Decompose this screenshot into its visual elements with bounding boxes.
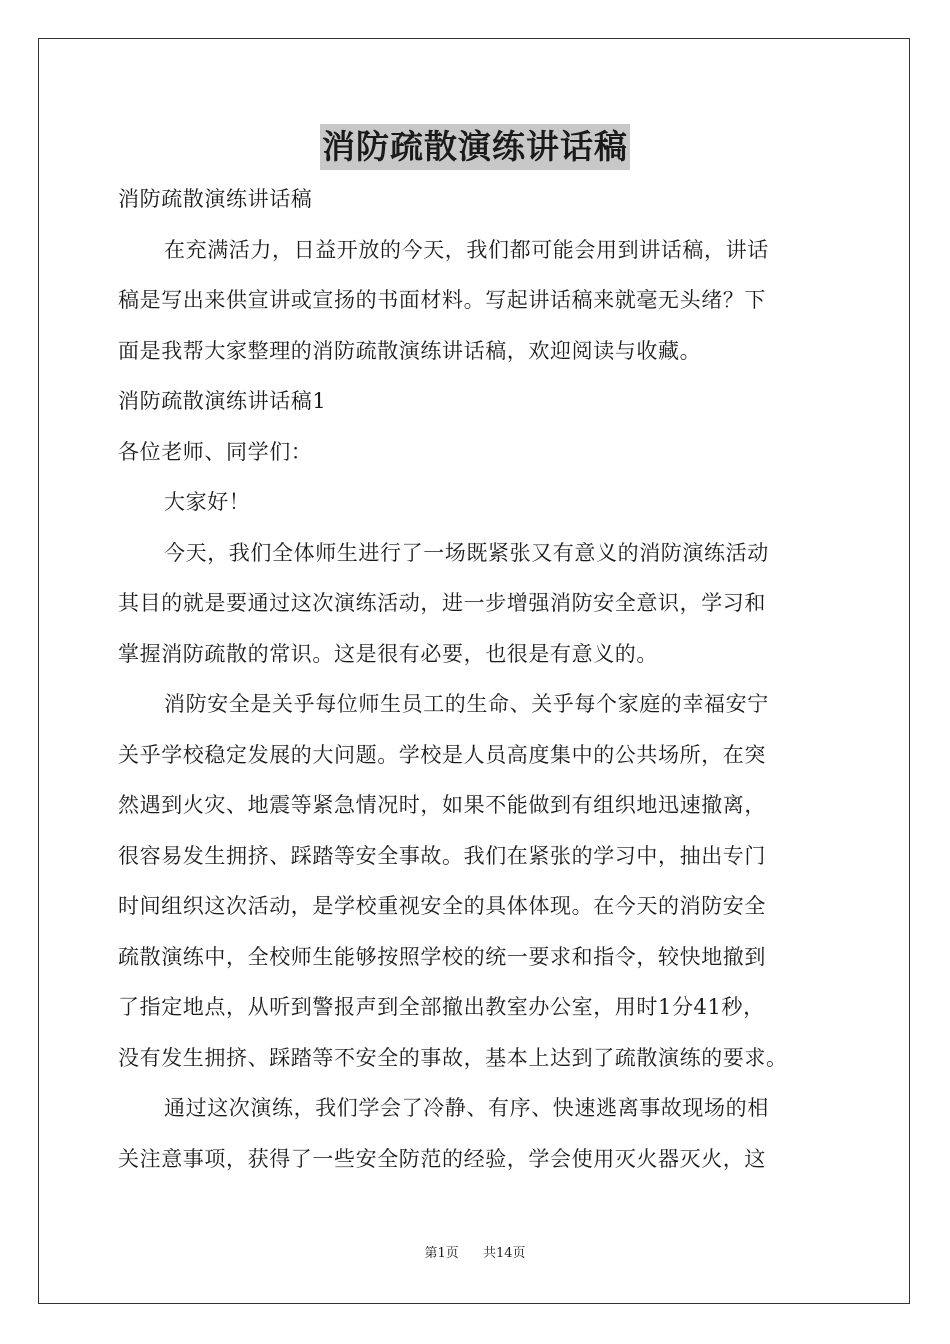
text-line: 今天，我们全体师生进行了一场既紧张又有意义的消防演练活动 bbox=[164, 540, 769, 565]
text-line: 通过这次演练，我们学会了冷静、有序、快速逃离事故现场的相 bbox=[164, 1096, 769, 1120]
page-number: 第1页 bbox=[424, 1246, 459, 1261]
document-body bbox=[118, 174, 840, 1184]
text-line: 各位老师、同学们： bbox=[118, 439, 313, 464]
page-total: 共14页 bbox=[483, 1246, 526, 1261]
text-line: 消防疏散演练讲话稿1 bbox=[118, 389, 327, 413]
text-line: 很容易发生拥挤、踩踏等安全事故。我们在紧张的学习中，抽出专门 bbox=[118, 843, 766, 868]
text-line: 了指定地点，从听到警报声到全部撤出教室办公室，用时1分41秒， bbox=[118, 995, 765, 1019]
document-title: 消防疏散演练讲话稿 bbox=[320, 124, 630, 170]
text-line: 消防疏散演练讲话稿 bbox=[118, 187, 313, 211]
text-line: 关注意事项，获得了一些安全防范的经验，学会使用灭火器灭火，这 bbox=[118, 1146, 766, 1171]
text-line: 掌握消防疏散的常识。这是很有必要，也很是有意义的。 bbox=[118, 641, 658, 666]
text-line: 时间组织这次活动，是学校重视安全的具体体现。在今天的消防安全 bbox=[118, 894, 766, 918]
text-line: 关乎学校稳定发展的大问题。学校是人员高度集中的公共场所，在突 bbox=[118, 742, 766, 767]
text-line: 在充满活力，日益开放的今天，我们都可能会用到讲话稿，讲话 bbox=[164, 237, 769, 262]
text-line: 消防安全是关乎每位师生员工的生命、关乎每个家庭的幸福安宁 bbox=[164, 692, 769, 716]
text-line: 稿是写出来供宣讲或宣扬的书面材料。写起讲话稿来就毫无头绪？下 bbox=[118, 288, 766, 312]
text-line: 疏散演练中，全校师生能够按照学校的统一要求和指令，较快地撤到 bbox=[118, 944, 766, 969]
text-line: 面是我帮大家整理的消防疏散演练讲话稿，欢迎阅读与收藏。 bbox=[118, 338, 702, 363]
text-line: 没有发生拥挤、踩踏等不安全的事故，基本上达到了疏散演练的要求。 bbox=[118, 1045, 788, 1070]
text-line: 大家好！ bbox=[164, 490, 251, 514]
title-container bbox=[0, 124, 950, 170]
page-footer bbox=[0, 1245, 950, 1263]
text-line: 然遇到火灾、地震等紧急情况时，如果不能做到有组织地迅速撤离， bbox=[118, 793, 766, 817]
text-line: 其目的就是要通过这次演练活动，进一步增强消防安全意识，学习和 bbox=[118, 591, 766, 615]
